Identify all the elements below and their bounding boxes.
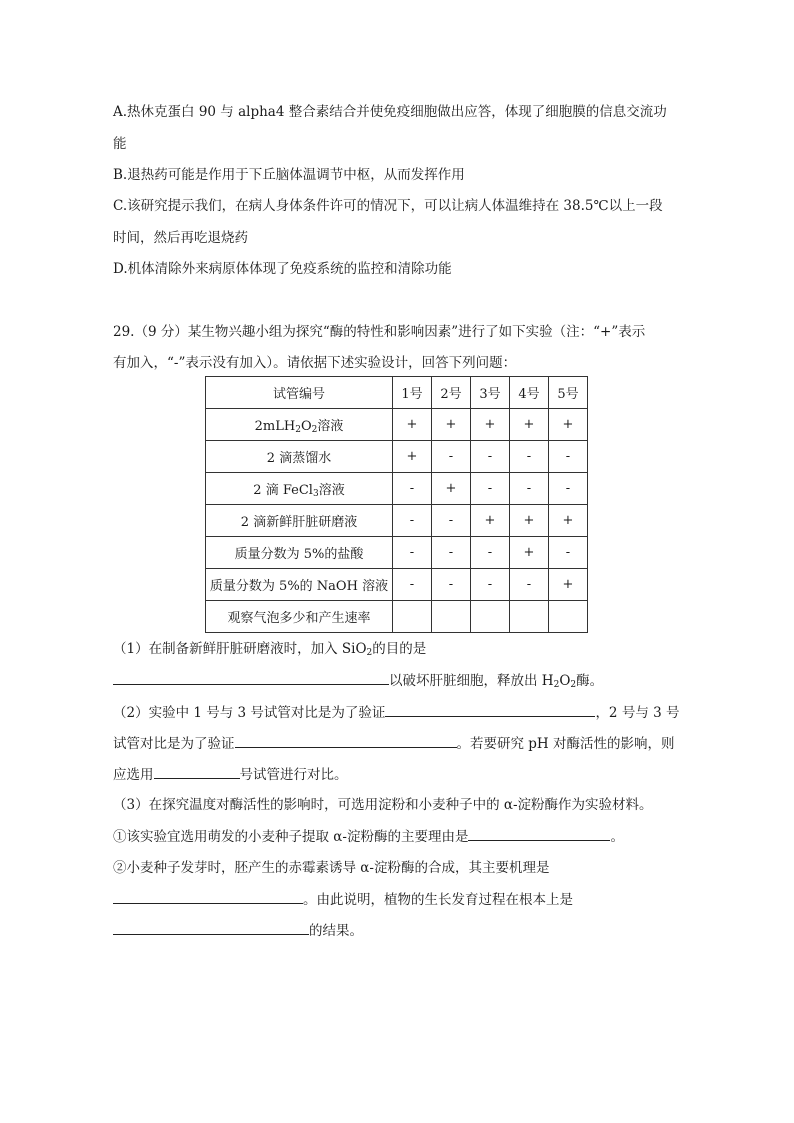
q29-s3-line5: 的结果。 [113, 920, 363, 941]
table-row [206, 601, 588, 633]
table-cell: - [432, 569, 471, 601]
q29-intro-line2: 有加入，“-”表示没有加入）。请依据下述实验设计，回答下列问题： [113, 355, 517, 371]
table-cell: + [549, 505, 588, 537]
table-row [206, 537, 588, 569]
q29-s2-line1: （2）实验中 1 号与 3 号试管对比是为了验证 ，2 号与 3 号 [113, 702, 680, 723]
table-row [206, 505, 588, 537]
table-cell: + [510, 537, 549, 569]
table-row [206, 473, 588, 505]
tube-header: 1号 [393, 377, 432, 409]
q29-s2-line2: 试管对比是为了验证 。若要研究 pH 对酶活性的影响，则 [113, 733, 675, 754]
table-row [206, 441, 588, 473]
option-c-line2: 时间，然后再吃退烧药 [113, 230, 248, 246]
experiment-table [205, 376, 588, 633]
table-cell: - [432, 505, 471, 537]
option-a-line1: A.热休克蛋白 90 与 alpha4 整合素结合并使免疫细胞做出应答，体现了细胞膜的信息交流功 [113, 104, 667, 120]
table-cell: + [432, 409, 471, 441]
table-cell: + [549, 569, 588, 601]
table-cell: - [432, 441, 471, 473]
table-cell: - [393, 473, 432, 505]
table-cell: - [549, 537, 588, 569]
table-cell: - [471, 441, 510, 473]
row-label: 2 滴新鲜肝脏研磨液 [206, 505, 393, 537]
tube-header: 5号 [549, 377, 588, 409]
q29-intro-line1: 29.（9 分）某生物兴趣小组为探究“酶的特性和影响因素”进行了如下实验（注：“+”表示 [113, 324, 646, 340]
table-cell: + [432, 473, 471, 505]
table-cell: - [510, 569, 549, 601]
table-cell: + [471, 505, 510, 537]
answer-blank[interactable] [113, 889, 303, 904]
table-cell [471, 601, 510, 633]
table-cell: + [393, 409, 432, 441]
table-cell [510, 601, 549, 633]
q29-s3-line3: ②小麦种子发芽时，胚产生的赤霉素诱导 α-淀粉酶的合成，其主要机理是 [113, 860, 550, 876]
table-cell: - [510, 441, 549, 473]
q29-s3-line4: 。由此说明，植物的生长发育过程在根本上是 [113, 889, 573, 910]
table-cell: + [510, 409, 549, 441]
row-label: 质量分数为 5%的 NaOH 溶液 [206, 569, 393, 601]
table-row [206, 569, 588, 601]
table-cell: - [549, 473, 588, 505]
q29-s1-line1: （1）在制备新鲜肝脏研磨液时，加入 SiO$_2$的目的是 [113, 641, 427, 658]
table-cell: - [432, 537, 471, 569]
row-label: 2 滴蒸馏水 [206, 441, 393, 473]
q29-s3-line1: （3）在探究温度对酶活性的影响时，可选用淀粉和小麦种子中的 α-淀粉酶作为实验材料。 [113, 797, 653, 813]
table-cell [432, 601, 471, 633]
table-cell: - [549, 441, 588, 473]
option-a-line2: 能 [113, 136, 127, 152]
answer-blank[interactable] [113, 670, 389, 685]
table-cell: - [393, 537, 432, 569]
answer-blank[interactable] [113, 920, 309, 935]
row-label: 2 滴 FeCl$_3$溶液 [206, 473, 393, 505]
row-label: 质量分数为 5%的盐酸 [206, 537, 393, 569]
q29-s1-line2: 以破坏肝脏细胞，释放出 $H_2O_2$酶。 [113, 670, 603, 691]
answer-blank[interactable] [154, 764, 240, 779]
option-d: D.机体清除外来病原体体现了免疫系统的监控和清除功能 [113, 261, 452, 277]
row-label: $2mLH_2O_2$溶液 [206, 409, 393, 441]
table-header-row [206, 377, 588, 409]
option-c-line1: C.该研究提示我们，在病人身体条件许可的情况下，可以让病人体温维持在 38.5℃以上一段 [113, 198, 663, 214]
tube-header: 2号 [432, 377, 471, 409]
table-cell: - [471, 569, 510, 601]
table-cell: - [471, 473, 510, 505]
table-cell: - [393, 505, 432, 537]
table-row [206, 409, 588, 441]
table-cell: + [393, 441, 432, 473]
header-label: 试管编号 [206, 377, 393, 409]
tube-header: 4号 [510, 377, 549, 409]
table-cell: + [471, 409, 510, 441]
answer-blank[interactable] [385, 702, 595, 717]
table-cell: - [393, 569, 432, 601]
table-cell: + [549, 409, 588, 441]
table-cell: - [510, 473, 549, 505]
q29-s3-line2: ①该实验宜选用萌发的小麦种子提取 α-淀粉酶的主要理由是 。 [113, 826, 624, 847]
row-label: 观察气泡多少和产生速率 [206, 601, 393, 633]
option-b: B.退热药可能是作用于下丘脑体温调节中枢，从而发挥作用 [113, 167, 465, 183]
table-cell: - [471, 537, 510, 569]
tube-header: 3号 [471, 377, 510, 409]
q29-s2-line3: 应选用 号试管进行对比。 [113, 764, 348, 785]
answer-blank[interactable] [235, 733, 457, 748]
table-cell [549, 601, 588, 633]
answer-blank[interactable] [468, 826, 610, 841]
table-cell [393, 601, 432, 633]
table-cell: + [510, 505, 549, 537]
